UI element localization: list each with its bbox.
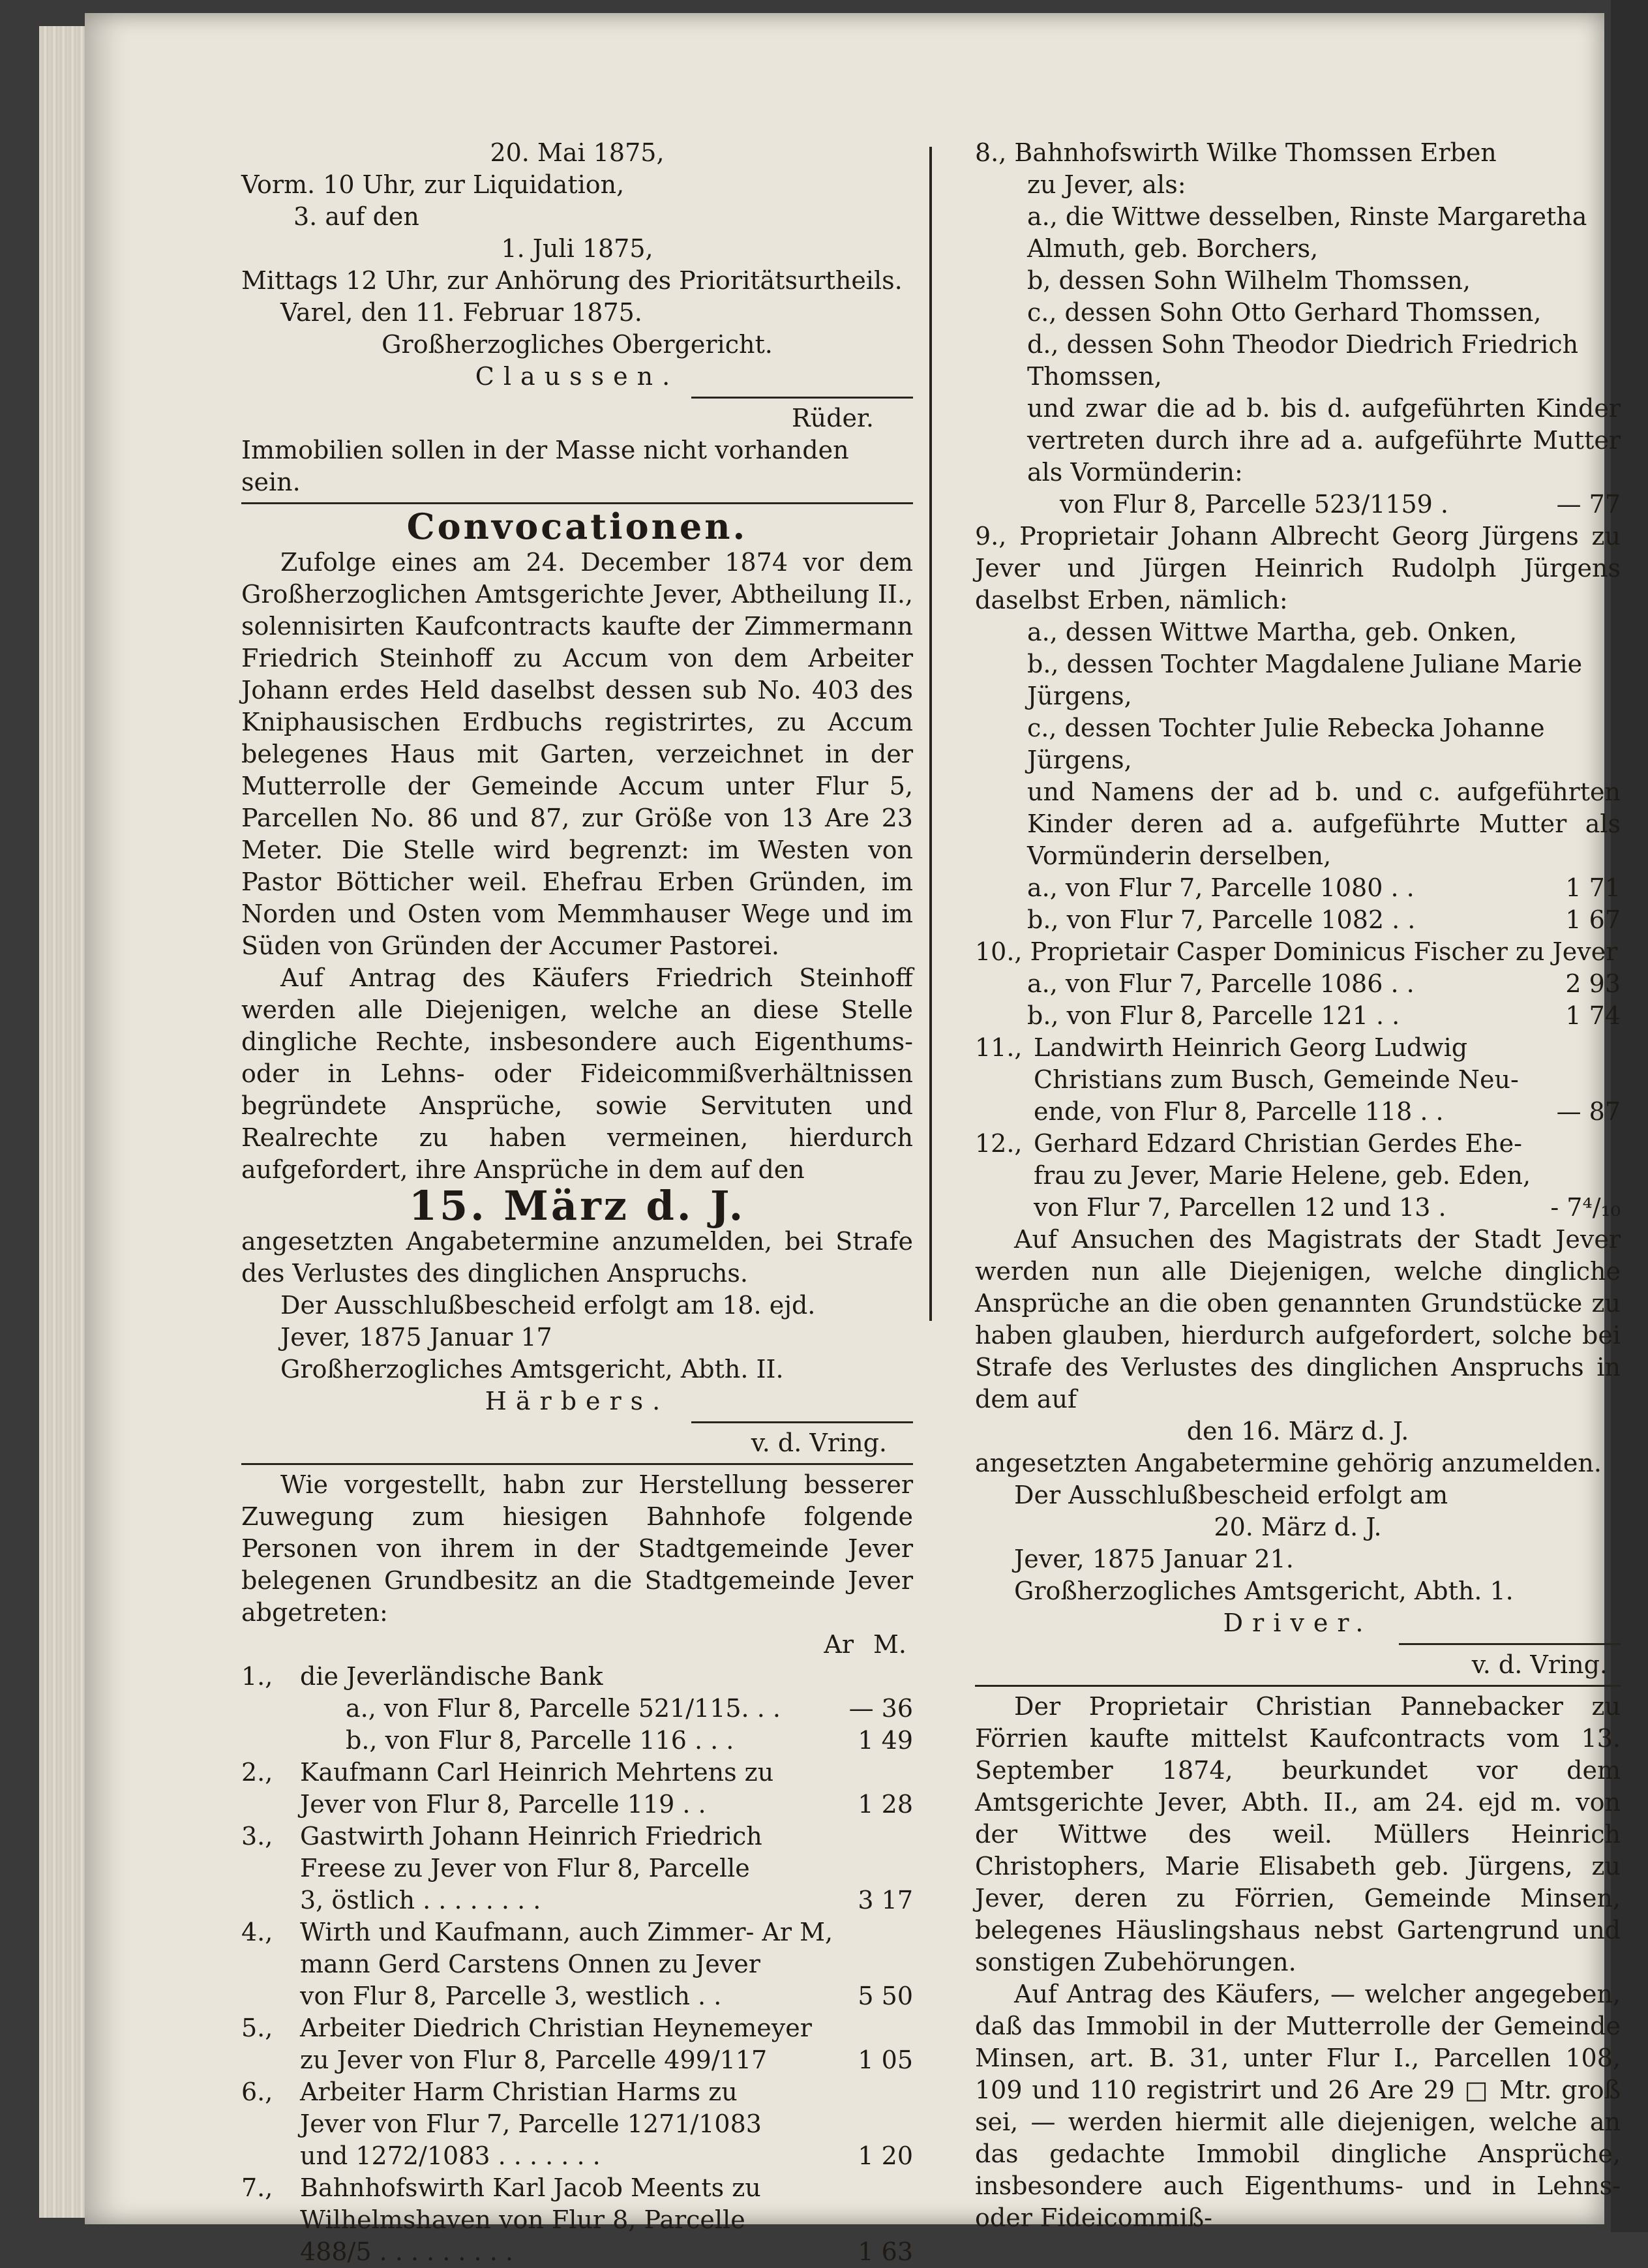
entry-sub: a., von Flur 8, Parcelle 521/115. . . [346,1694,781,1723]
court-name: Großherzogliches Amtsgericht, Abth. II. [280,1355,784,1383]
entry-number: 4., [241,1918,273,1946]
divider [975,1685,1621,1687]
entry-sub: a., dessen Wittwe Martha, geb. Onken, [1027,618,1518,646]
column-header [241,1629,913,1661]
divider [241,502,913,504]
entry-text: Gastwirth Johann Heinrich Friedrich [300,1822,762,1851]
entry-sub: a., von Flur 7, Parcelle 1080 . . [1027,873,1415,902]
paragraph: angesetzten Angabetermine gehörig anzumelden. [975,1449,1602,1477]
paragraph: angesetzten Angabetermine anzumelden, bei Strafe des Verlustes des dinglichen Anspruchs. [241,1227,913,1288]
text-line: 20. Mai 1875, [490,138,665,167]
entry-text: Bahnhofswirth Karl Jacob Meents zu [300,2173,761,2202]
notice-text: Immobilien sollen in der Masse nicht vorhanden sein. [241,436,849,496]
divider [691,397,913,399]
entry-sub: b., von Flur 7, Parcelle 1082 . . [1027,905,1416,934]
divider [241,1463,913,1465]
entry-text: 3, östlich . . . . . . . . [300,1886,541,1914]
entry-number: 3., [241,1822,273,1851]
right-column [975,137,1621,2234]
entry-amount: 3 17 [858,1886,913,1914]
entry-text: frau zu Jever, Marie Helene, geb. Eden, [1034,1161,1531,1190]
entry-text: Wilhelmshaven von Flur 8, Parcelle [300,2205,745,2234]
entry-sub: b., von Flur 8, Parcelle 121 . . [1027,1001,1400,1030]
text-line: Mittags 12 Uhr, zur Anhörung des Prioritätsurtheils. [241,266,903,295]
entry-sub: a., die Wittwe desselben, Rinste Margaretha Almuth, geb. Borchers, [1027,202,1587,263]
entry-amount: 1 20 [858,2141,913,2170]
entry-7 [241,2172,913,2268]
entry-text: Freese zu Jever von Flur 8, Parcelle [300,1854,750,1882]
entry-text: Arbeiter Diedrich Christian Heynemeyer [300,2014,812,2042]
entry-text: mann Gerd Carstens Onnen zu Jever [300,1950,760,1978]
column-header-ar: Ar [824,1630,854,1659]
entry-text: zu Jever, als: [1027,170,1186,199]
entry-number: 12., [975,1129,1023,1158]
section-heading: Convocationen. [406,506,748,547]
column-divider [929,147,932,1321]
entry-text: von Flur 8, Parcelle 3, westlich . . [300,1982,722,2010]
entry-3 [241,1821,913,1916]
divider [1399,1643,1621,1645]
signature: Rüder. [792,404,874,432]
signature: Härbers. [485,1387,670,1415]
entry-text: Landwirth Heinrich Georg Ludwig [1034,1033,1468,1062]
entry-amount: 1 28 [858,1790,913,1819]
entry-sub: b., von Flur 8, Parcelle 116 . . . [346,1726,734,1755]
signature: Driver. [1223,1609,1373,1637]
book-page-edges [39,26,91,2218]
entry-text: Arbeiter Harm Christian Harms zu [300,2078,738,2106]
paragraph: Der Proprietair Christian Pannebacker zu Förrien kaufte mittelst Kaufcontracts vom 13. September 1874, beurkundet vor dem Amtsgerichte Jever, Abth. II., am 24. ejd m. von der Wittwe des weil. Müllers Heinrich Christophers, Marie Elisabeth geb. Jürgens, zu Jever, deren zu Förrien, Gemeinde Minsen, belegenes Häuslingshaus nebst Gartengrund und sonstigen Zubehörungen. [975,1692,1621,1976]
left-column [241,137,913,2268]
entry-sub: c., dessen Tochter Julie Rebecka Johanne Jürgens, [1027,714,1545,774]
entry-amount: 1 71 [1565,873,1621,902]
entry-text: 9., Proprietair Johann Albrecht Georg Jürgens zu Jever und Jürgen Heinrich Rudolph Jürgens daselbst Erben, nämlich: [975,522,1621,614]
entry-text: Jever von Flur 7, Parcelle 1271/1083 [300,2109,762,2138]
paragraph: Auf Antrag des Käufers, — welcher angegeben, daß das Immobil in der Mutterrolle der Gemeinde Minsen, art. B. 31, unter Flur I., Parcellen 108, 109 und 110 registrirt und 26 Are 29 □ Mtr. groß sei, — werden hiermit alle diejenigen, welche an das gedachte Immobil dingliche Ansprüche, insbesondere auch Eigenthums- und in Lehns- oder Fideicommiß- [975,1980,1621,2232]
entry-sub: b., dessen Tochter Magdalene Juliane Marie Jürgens, [1027,650,1583,710]
entry-text: die Jeverländische Bank [300,1662,603,1691]
entry-amount: 1 49 [858,1726,913,1755]
entry-text: ende, von Flur 8, Parcelle 118 . . [1034,1097,1444,1126]
text-line: Vorm. 10 Uhr, zur Liquidation, [241,170,625,199]
paragraph: Auf Ansuchen des Magistrats der Stadt Jever werden nun alle Diejenigen, welche dingliche Ansprüche an die oben genannten Grundstücke zu haben glauben, hierdurch aufgefordert, solche bei Strafe des Verlustes des dinglichen Anspruchs in dem auf [975,1225,1621,1414]
entry-text: und 1272/1083 . . . . . . . [300,2141,601,2170]
paragraph: Auf Antrag des Käufers Friedrich Steinhoff werden alle Diejenigen, welche an diese Stelle dingliche Rechte, insbesondere auch Eigenthums- oder in Lehns- oder Fideicommißverhältnissen begründete Ansprüche, sowie Servituten und Realrechte zu haben vermeinen, hierdurch aufgefordert, ihre Ansprüche in dem auf den [241,963,913,1184]
entry-amount: 1 05 [858,2046,913,2074]
entry-sub: d., dessen Sohn Theodor Diedrich Friedrich Thomssen, [1027,330,1579,391]
entry-text: von Flur 8, Parcelle 523/1159 . [1060,490,1448,519]
entry-1 [241,1661,913,1757]
entry-4 [241,1916,913,2012]
entry-text: Jever von Flur 8, Parcelle 119 . . [300,1790,706,1819]
deadline-date: den 16. März d. J. [1186,1417,1409,1445]
place-date: Jever, 1875 Januar 17 [280,1323,552,1352]
entry-text: Kaufmann Carl Heinrich Mehrtens zu [300,1758,774,1787]
entry-text: Christians zum Busch, Gemeinde Neu- [1034,1065,1519,1094]
entry-amount: - 7⁴/₁₀ [1550,1193,1621,1222]
entry-text: und zwar die ad b. bis d. aufgeführten Kinder vertreten durch ihre ad a. aufgeführte Mutter als Vormünderin: [1027,394,1621,487]
place-date: Jever, 1875 Januar 21. [1014,1545,1294,1573]
entry-amount: 1 74 [1565,1001,1621,1030]
paragraph: Wie vorgestellt, habn zur Herstellung besserer Zuwegung zum hiesigen Bahnhofe folgende Personen von ihrem in der Stadtgemeinde Jever belegenen Grundbesitz an die Stadtgemeinde Jever abgetreten: [241,1470,913,1627]
entry-text: 8., Bahnhofswirth Wilke Thomssen Erben [975,138,1497,167]
entry-text: und Namens der ad b. und c. aufgeführten Kinder deren ad a. aufgeführte Mutter als Vormünderin derselben, [1027,778,1621,870]
entry-5 [241,2012,913,2076]
entry-sub: a., von Flur 7, Parcelle 1086 . . [1027,969,1415,998]
court-name: Großherzogliches Amtsgericht, Abth. 1. [1014,1577,1514,1605]
entry-number: 11., [975,1033,1023,1062]
column-header-m: M. [873,1630,906,1659]
text-line: 1. Juli 1875, [501,234,653,263]
paragraph: Zufolge eines am 24. December 1874 vor dem Großherzoglichen Amtsgerichte Jever, Abtheilung II., solennisirten Kaufcontracts kaufte der Zimmermann Friedrich Steinhoff zu Accum von dem Arbeiter Johann erdes Held daselbst dessen sub No. 403 des Kniphausischen Erdbuchs registrirtes, zu Accum belegenes Haus mit Garten, verzeichnet in der Mutterrolle der Gemeinde Accum unter Flur 5, Parcellen No. 86 und 87, zur Größe von 13 Are 23 Meter. Die Stelle wird begrenzt: im Westen von Pastor Bötticher weil. Ehefrau Erben Gründen, im Norden und Osten vom Memmhauser Wege und im Süden von Gründen der Accumer Pastorei. [241,548,913,960]
entry-text: 488/5 . . . . . . . . . [300,2237,513,2266]
entry-amount: — 36 [848,1694,913,1723]
entry-6 [241,2076,913,2172]
entry-sub: c., dessen Sohn Otto Gerhard Thomssen, [1027,298,1542,327]
text-line: 3. auf den [293,202,419,231]
signature: v. d. Vring. [1471,1650,1608,1679]
entry-text: Wirth und Kaufmann, auch Zimmer- Ar M, [300,1918,833,1946]
entry-sub: b, dessen Sohn Wilhelm Thomssen, [1027,266,1471,295]
signature: v. d. Vring. [751,1429,887,1457]
place-date: Varel, den 11. Februar 1875. [280,298,642,327]
entry-2 [241,1757,913,1821]
court-name: Großherzogliches Obergericht. [382,330,773,359]
entry-text: von Flur 7, Parcellen 12 und 13 . [1034,1193,1446,1222]
paragraph: Der Ausschlußbescheid erfolgt am [1014,1481,1448,1509]
deadline-date: 15. März d. J. [408,1182,746,1230]
entry-number: 5., [241,2014,273,2042]
entry-number: 7., [241,2173,273,2202]
entry-amount: 1 67 [1565,905,1621,934]
entry-amount: — 87 [1556,1097,1621,1126]
entry-text: Gerhard Edzard Christian Gerdes Ehe- [1034,1129,1522,1158]
entry-text: zu Jever von Flur 8, Parcelle 499/117 [300,2046,768,2074]
entry-amount: 2 93 [1565,969,1621,998]
divider [691,1421,913,1423]
entry-number: 6., [241,2078,273,2106]
paragraph: Der Ausschlußbescheid erfolgt am 18. ejd. [280,1291,816,1320]
deadline-date: 20. März d. J. [1214,1513,1382,1541]
entry-amount: — 77 [1556,490,1621,519]
entry-amount: 1 63 [858,2237,913,2266]
entry-number: 1., [241,1662,273,1691]
entry-number: 2., [241,1758,273,1787]
entry-amount: 5 50 [858,1982,913,2010]
signature: Claussen. [475,362,680,391]
entry-text: 10., Proprietair Casper Dominicus Fischer zu Jever [975,937,1618,966]
